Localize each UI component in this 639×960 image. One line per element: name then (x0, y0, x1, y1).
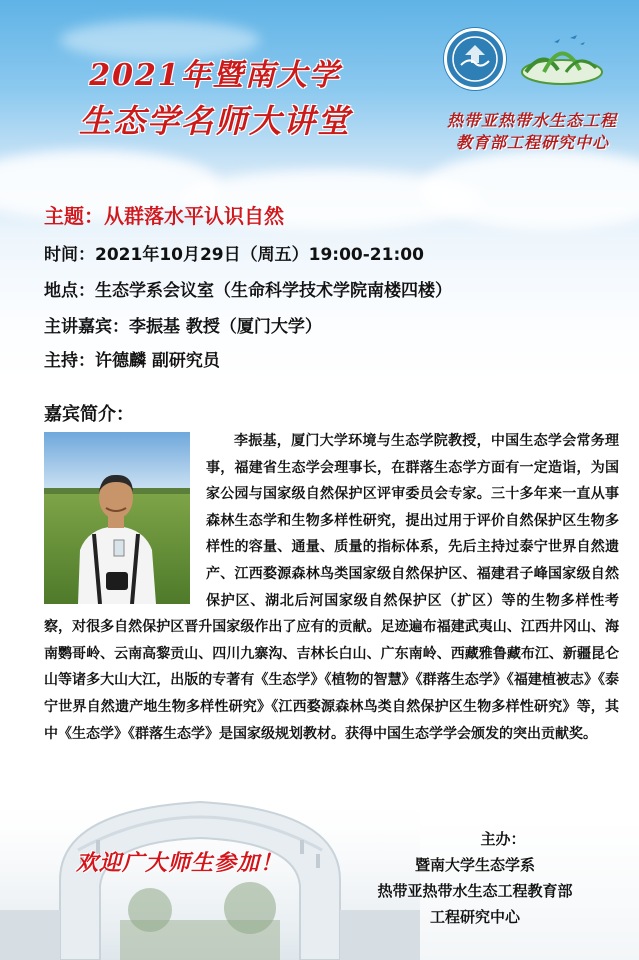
bio-paragraph: 李振基，厦门大学环境与生态学院教授，中国生态学会常务理事，福建省生态学会理事长，在群落生态学方面有一定造诣，为国家公园与国家级自然保护区评审委员会专家。三十多年来一直从事森林生态学和生物多样性研究，提出过用于评价自然保护区生物多样性的容量、通量、质量的指标体系，先后主持过泰宁世界自然遗产、江西婺源森林鸟类国家级自然保护区、福建君子峰国家级自然保护区、湖北后河国家级自然保护区（扩区）等的生物多样性考察，对很多自然保护区晋升国家级作出了应有的贡献。足迹遍布福建武夷山、江西井冈山、海南鹦哥岭、云南高黎贡山、四川九寨沟、吉林长白山、广东南岭、西藏雅鲁藏布江、新疆昆仑山等诸多大山大江，出版的专著有《生态学》《植物的智慧》《群落生态学》《福建植被志》《泰宁世界自然遗产地生物多样性研究》《江西婺源森林鸟类自然保护区生物多样性研究》等，其中《生态学》《群落生态学》是国家级规划教材。获得中国生态学学会颁发的突出贡献奖。 (44, 433, 619, 742)
lecture-speaker: 主讲嘉宾：李振基 教授（厦门大学） (44, 317, 322, 337)
lecture-host: 主持：许德麟 副研究员 (44, 351, 220, 371)
lecture-place: 地点：生态学系会议室（生命科学技术学院南楼四楼） (44, 281, 452, 301)
center-name-line-1: 热带亚热带水生态工程 (446, 111, 617, 130)
cloud-decoration (420, 150, 639, 230)
bio-heading: 嘉宾简介： (44, 404, 134, 425)
lecture-time: 时间：2021年10月29日（周五）19:00-21:00 (44, 245, 424, 265)
wetland-bird-logo-icon (514, 28, 604, 90)
organizer-line-1: 暨南大学生态学系 (414, 856, 535, 874)
bio-text (44, 428, 619, 747)
poster-title-line-2: 生态学名师大讲堂 (78, 102, 351, 140)
lecture-topic: 主题：从群落水平认识自然 (44, 204, 284, 228)
organizer-block (350, 826, 600, 930)
welcome-message: 欢迎广大师生参加！ (76, 850, 284, 876)
poster-title-line-1: 2021年暨南大学 (89, 58, 341, 93)
university-seal-icon (444, 28, 506, 90)
center-name-line-2: 教育部工程研究中心 (455, 133, 609, 152)
organizer-label: 主办： (480, 830, 526, 848)
organizer-line-3: 工程研究中心 (429, 908, 520, 926)
organizer-line-2: 热带亚热带水生态工程教育部 (377, 882, 573, 900)
photo-spacer (44, 428, 206, 614)
